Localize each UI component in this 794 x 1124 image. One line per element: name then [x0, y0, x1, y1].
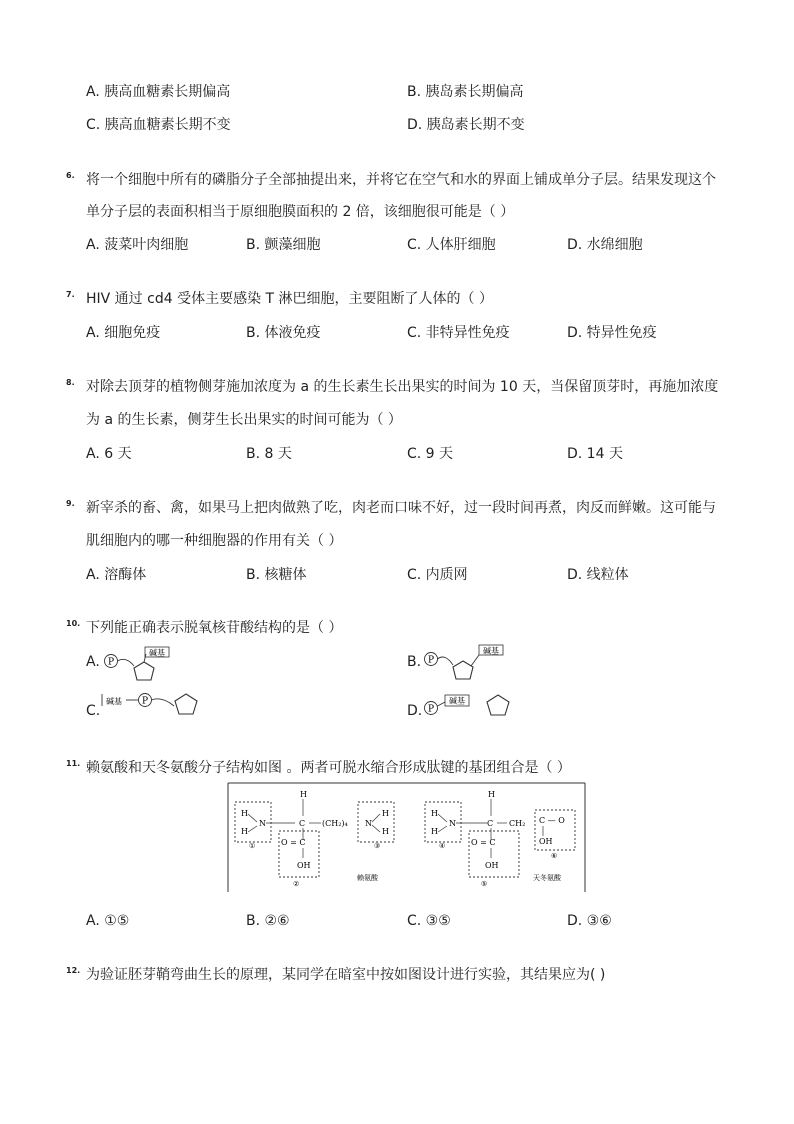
bond	[438, 826, 447, 832]
atom-h: H	[431, 809, 438, 818]
bond-line	[438, 657, 454, 665]
base-bond	[438, 702, 446, 706]
q10-option-c-label: C.	[86, 703, 101, 719]
q7-option-d: D. 特异性免疫	[567, 325, 657, 341]
q6-option-a: A. 菠菜叶肉细胞	[86, 237, 189, 253]
q8-stem-line2: 为 a 的生长素，侧芽生长出果实的时间可能为（ ）	[86, 412, 402, 428]
question-number: 11.	[66, 759, 81, 768]
lysine-name: 赖氨酸	[357, 874, 378, 882]
q6-stem-line2: 单分子层的表面积相当于原细胞膜面积的 2 倍，该细胞很可能是（ ）	[86, 204, 515, 220]
base-label: 碱基	[106, 697, 122, 706]
q10-option-a-diagram	[104, 646, 204, 686]
hydroxyl-group: OH	[485, 861, 499, 870]
question-number: 6.	[66, 171, 75, 180]
aspartic-acid-name: 天冬氨酸	[533, 874, 561, 882]
q7-option-b: B. 体液免疫	[246, 325, 321, 341]
q9-option-b: B. 核糖体	[246, 567, 307, 583]
phosphate-label: P	[427, 655, 435, 666]
q9-option-c: C. 内质网	[407, 567, 468, 583]
pentose-pentagon	[175, 694, 197, 714]
q11-option-d: D. ③⑥	[567, 913, 612, 929]
group-box-3	[358, 802, 394, 842]
nucleotide-structure-c	[100, 688, 210, 720]
atom-h: H	[241, 827, 248, 836]
nucleotide-structure-d	[421, 690, 521, 722]
q9-option-d: D. 线粒体	[567, 567, 629, 583]
q5-option-b: B. 胰岛素长期偏高	[407, 84, 524, 100]
atom-h: H	[382, 809, 389, 818]
q7-option-c: C. 非特异性免疫	[407, 325, 510, 341]
atom-h: H	[382, 827, 389, 836]
q6-option-b: B. 颤藻细胞	[246, 237, 321, 253]
phosphate-label: P	[141, 696, 149, 707]
bond	[248, 814, 257, 822]
q11-amino-acid-figure	[227, 782, 587, 894]
atom-c: C	[487, 819, 494, 828]
pentose-pentagon	[487, 695, 509, 715]
phosphate-label: P	[427, 704, 435, 715]
q11-option-a: A. ①⑤	[86, 913, 130, 929]
label-circled-2: ②	[293, 880, 300, 888]
hydroxyl-group: OH	[539, 837, 553, 846]
hydroxyl-group: OH	[297, 861, 311, 870]
q10-option-a-label: A.	[86, 654, 100, 670]
atom-h: H	[431, 827, 438, 836]
label-circled-1: ①	[249, 842, 256, 850]
atom-n: N	[259, 819, 266, 828]
pentose-pentagon	[453, 661, 473, 679]
ch2-group: CH₂	[509, 819, 526, 828]
q6-stem-line1: 将一个细胞中所有的磷脂分子全部抽提出来，并将它在空气和水的界面上铺成单分子层。结果发现这个	[86, 172, 716, 188]
bond	[372, 825, 380, 832]
q6-option-c: C. 人体肝细胞	[407, 237, 496, 253]
q5-option-a: A. 胰高血糖素长期偏高	[86, 84, 231, 100]
q8-option-b: B. 8 天	[246, 446, 292, 462]
q11-stem-line1: 赖氨酸和天冬氨酸分子结构如图 。两者可脱水缩合形成肽键的基团组合是（ ）	[86, 760, 571, 776]
q10-option-d-diagram	[421, 690, 521, 722]
atom-n: N	[365, 819, 372, 828]
question-number: 12.	[66, 966, 81, 975]
pentose-pentagon	[134, 662, 154, 680]
base-label: 碱基	[149, 648, 165, 658]
q10-option-d-label: D.	[407, 703, 423, 719]
carbonyl-group: O = C	[471, 838, 496, 847]
bond	[248, 826, 257, 832]
label-circled-6: ⑥	[551, 852, 558, 860]
q9-stem-line2: 肌细胞内的哪一种细胞器的作用有关（ ）	[86, 533, 343, 549]
q7-stem-line1: HIV 通过 cd4 受体主要感染 T 淋巴细胞，主要阻断了人体的（ ）	[86, 291, 493, 307]
q8-option-c: C. 9 天	[407, 446, 454, 462]
q8-option-a: A. 6 天	[86, 446, 132, 462]
question-number: 8.	[66, 378, 75, 387]
atom-c: C	[299, 819, 306, 828]
label-circled-5: ⑤	[481, 880, 488, 888]
q10-option-b-diagram	[423, 643, 523, 685]
atom-n: N	[449, 819, 456, 828]
q9-stem-line1: 新宰杀的畜、禽，如果马上把肉做熟了吃，肉老而口味不好，过一段时间再煮，肉反而鲜嫩。这可能与	[86, 500, 716, 516]
label-circled-3: ③	[374, 842, 381, 850]
atom-h: H	[488, 790, 495, 799]
ch2-4-group: (CH₂)₄	[322, 819, 348, 828]
bond-line	[152, 699, 175, 706]
question-number: 9.	[66, 499, 75, 508]
base-bond	[471, 655, 479, 666]
q6-option-d: D. 水绵细胞	[567, 237, 643, 253]
bond	[372, 814, 380, 822]
q10-option-b-label: B.	[407, 654, 422, 670]
bond	[438, 814, 447, 822]
base-label: 碱基	[449, 696, 465, 706]
q10-stem-line1: 下列能正确表示脱氧核苷酸结构的是（ ）	[86, 620, 343, 636]
carbonyl-group: C — O	[539, 816, 565, 825]
carbonyl-group: O = C	[281, 838, 306, 847]
q12-stem-line1: 为验证胚芽鞘弯曲生长的原理，某同学在暗室中按如图设计进行实验，其结果应为( )	[86, 967, 606, 983]
q10-option-c-diagram	[100, 688, 210, 720]
q5-option-d: D. 胰岛素长期不变	[407, 117, 525, 133]
base-label: 碱基	[483, 646, 499, 656]
q5-option-c: C. 胰高血糖素长期不变	[86, 117, 231, 133]
question-number: 7.	[66, 290, 75, 299]
q8-option-d: D. 14 天	[567, 446, 623, 462]
q8-stem-line1: 对除去顶芽的植物侧芽施加浓度为 a 的生长素生长出果实的时间为 10 天，当保留顶芽时，再施加浓度	[86, 379, 719, 395]
atom-h: H	[241, 809, 248, 818]
q11-option-b: B. ②⑥	[246, 913, 290, 929]
phosphate-label: P	[107, 657, 115, 668]
q11-option-c: C. ③⑤	[407, 913, 451, 929]
q9-option-a: A. 溶酶体	[86, 567, 147, 583]
nucleotide-structure-a	[104, 646, 204, 686]
question-number: 10.	[66, 619, 81, 628]
label-circled-4: ④	[439, 842, 446, 850]
bond-line	[118, 659, 135, 666]
atom-h: H	[300, 790, 307, 799]
nucleotide-structure-b	[423, 643, 523, 685]
q7-option-a: A. 细胞免疫	[86, 325, 161, 341]
amino-acid-structures	[227, 782, 587, 894]
